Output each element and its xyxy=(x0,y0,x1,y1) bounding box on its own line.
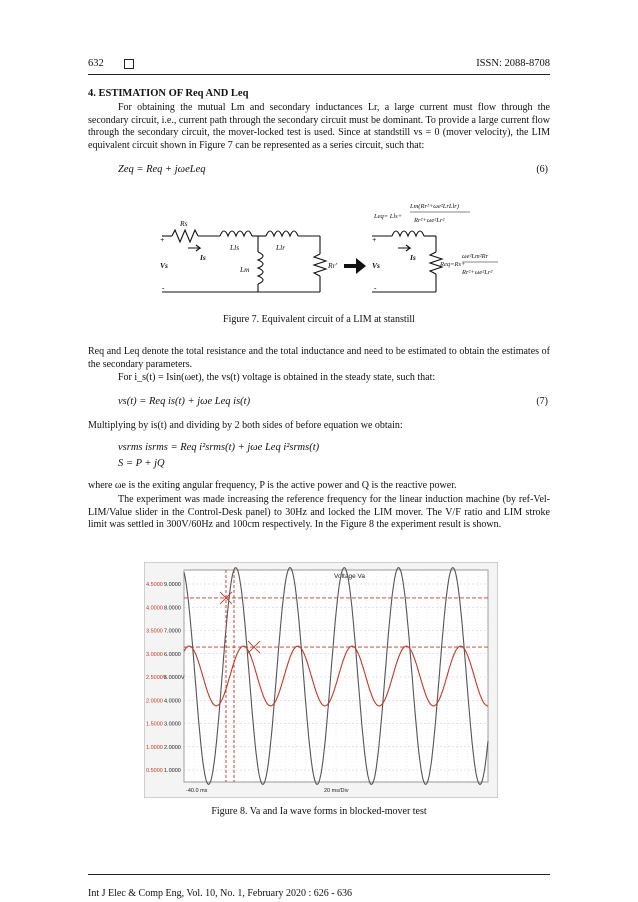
y-tick-right: 9.0000 xyxy=(164,582,181,588)
label-minus-2: - xyxy=(374,283,377,292)
paragraph-2: Req and Leq denote the total resistance and the total inductance and need to be estimated to obtain the estimates of the secondary parameters. xyxy=(88,346,550,370)
label-plus: + xyxy=(160,235,165,244)
y-tick-left: 2.5000V xyxy=(146,675,167,681)
y-tick-left: 2.0000 xyxy=(146,698,163,705)
label-vs-2: Vs xyxy=(372,261,380,270)
y-tick-left: 4.0000 xyxy=(146,605,163,612)
y-tick-right: 2.0000 xyxy=(164,744,181,751)
y-tick-right: 1.0000 xyxy=(164,768,181,774)
label-req-num: ωe²Lm²Rr xyxy=(462,253,489,260)
label-leq-den: Rr²+ωe²Lr² xyxy=(414,217,445,224)
resistor-rs xyxy=(172,230,198,242)
figure-8-chart xyxy=(144,562,498,798)
y-tick-left: 0.5000 xyxy=(146,768,163,774)
label-lm: Lm xyxy=(240,265,250,274)
y-tick-right: 4.0000 xyxy=(164,698,181,705)
inductor-leq xyxy=(392,231,424,236)
resistor-rr xyxy=(314,254,326,276)
paragraph-3: For i_s(t) = Isin(ωet), the vs(t) voltage is obtained in the steady state, such that: xyxy=(118,372,436,383)
equation-8a: vsrms isrms = Req i²srms(t) + jωe Leq i²srms(t) xyxy=(118,442,320,453)
label-rs: Rs xyxy=(180,219,188,228)
issn: ISSN: 2088-8708 xyxy=(476,58,550,69)
equation-8b: S = P + jQ xyxy=(118,458,165,469)
x-tick: -40.0 ms xyxy=(186,788,208,794)
y-tick-right: 7.0000 xyxy=(164,628,181,635)
y-tick-right: 6.0000 xyxy=(164,651,181,658)
y-tick-left: 1.5000 xyxy=(146,721,163,728)
footer: Int J Elec & Comp Eng, Vol. 10, No. 1, February 2020 : 626 - 636 xyxy=(88,888,353,899)
label-leq: Leq= Lls+ xyxy=(374,213,403,220)
figure-7-circuit xyxy=(140,196,500,306)
paragraph-5: where ωe is the exiting angular frequency, P is the active power and Q is the reactive power. xyxy=(88,480,457,491)
chart-title: Voltage Va xyxy=(334,573,365,580)
y-tick-left: 3.5000 xyxy=(146,628,163,635)
figure-8-caption: Figure 8. Va and Ia wave forms in blocked-mover test xyxy=(211,806,427,817)
paragraph-6: The experiment was made increasing the reference frequency for the linear induction machine (by ref-Vel-LIM/Value slider in the Control-Desk panel) to 30Hz and locked the LIM mover. The V/F ratio and LIM stroke limit was settled in 300V/60Hz and 100cm respectively. In the Figure 8 the experiment result is shown. xyxy=(88,494,550,531)
label-llr: Llr xyxy=(276,243,286,252)
inductor-lm xyxy=(258,252,263,284)
footer-rule xyxy=(88,874,550,875)
label-lls: Lls xyxy=(230,243,240,252)
y-tick-left: 3.0000 xyxy=(146,651,163,658)
y-tick-right: 8.0000 xyxy=(164,605,181,612)
arrow-icon xyxy=(344,258,366,274)
label-req: Req=Rs+ xyxy=(440,261,466,268)
square-icon xyxy=(124,58,134,69)
label-is: Is xyxy=(200,253,206,262)
equation-6: Zeq = Req + jωeLeq xyxy=(118,164,206,175)
header-rule xyxy=(88,74,550,75)
label-plus-2: + xyxy=(372,235,377,244)
label-leq-num: Lm(Rr²+ωe²LrLlr) xyxy=(410,203,459,210)
label-minus: - xyxy=(162,283,165,292)
section-title: 4. ESTIMATION OF Req AND Leq xyxy=(88,88,249,99)
label-rr: Rr' xyxy=(328,261,338,270)
inductor-llr xyxy=(266,231,298,236)
paragraph-4: Multiplying by is(t) and dividing by 2 both sides of before equation we obtain: xyxy=(88,420,403,431)
y-tick-right: 5.0000V xyxy=(164,675,185,681)
x-tick: 20 ms/Div xyxy=(324,788,349,794)
paragraph-1: For obtaining the mutual Lm and secondary inductances Lr, a large current must flow through the secondary circuit, i.e., current path through the secondary circuit must be dominant. To provide a large current flow through the secondary circuit, the mover-locked test is used. Since at standstill vs = 0 (mover velocity), the LIM equivalent circuit shown in Figure 7 can be represented as a series circuit, such that: xyxy=(88,102,550,151)
label-req-den: Rr²+ωe²Lr² xyxy=(462,269,493,276)
equation-7-number: (7) xyxy=(536,396,548,407)
y-tick-left: 4.5000 xyxy=(146,582,163,588)
equation-7: vs(t) = Req is(t) + jωe Leq is(t) xyxy=(118,396,251,407)
y-tick-left: 1.0000 xyxy=(146,744,163,751)
inductor-lls xyxy=(220,231,252,236)
label-is-2: Is xyxy=(410,253,416,262)
page-number: 632 xyxy=(88,58,104,69)
equation-6-number: (6) xyxy=(536,164,548,175)
label-vs: Vs xyxy=(160,261,168,270)
figure-7-caption: Figure 7. Equivalent circuit of a LIM at stanstill xyxy=(223,314,415,325)
y-tick-right: 3.0000 xyxy=(164,721,181,728)
